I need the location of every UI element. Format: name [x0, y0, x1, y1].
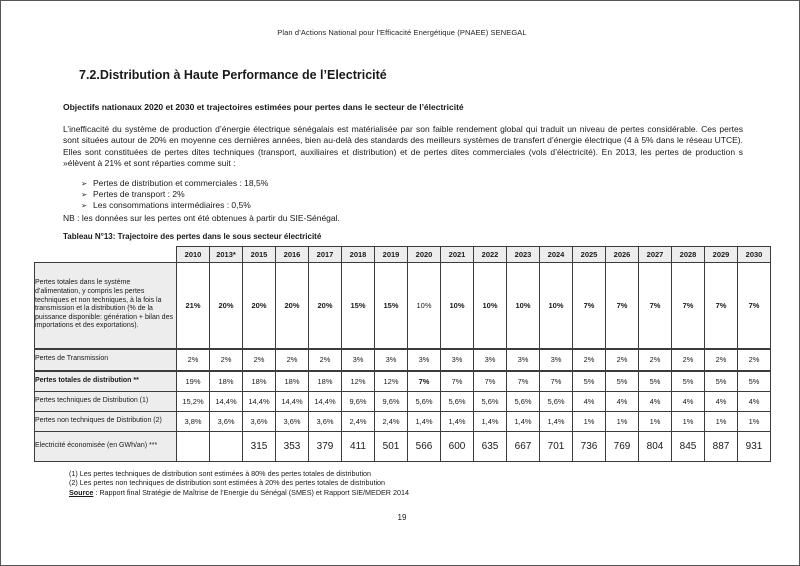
year-header-cell: 2022 [474, 246, 507, 262]
value-cell: 3,6% [210, 411, 243, 431]
value-cell: 14,4% [210, 391, 243, 411]
value-cell: 566 [408, 431, 441, 461]
value-cell: 10% [507, 262, 540, 349]
value-cell: 7% [507, 371, 540, 392]
arrow-bullet-icon: ➢ [81, 200, 88, 210]
table-body [35, 262, 771, 461]
year-header-cell: 2020 [408, 246, 441, 262]
value-cell: 7% [672, 262, 705, 349]
value-cell: 14,4% [243, 391, 276, 411]
year-header-cell: 2028 [672, 246, 705, 262]
value-cell: 5,6% [408, 391, 441, 411]
value-cell: 15% [375, 262, 408, 349]
value-cell: 667 [507, 431, 540, 461]
intro-paragraph: L’inefficacité du système de production d’énergie électrique sénégalais est matérialisée par son faible rendement global qui traduit un niveau de pertes considérable. Ces pertes sont situées autour de 20% en moyenne ces dernières années, bien au-delà des standards des meilleurs systèmes de transfert d’énergie électrique (4 à 5% dans le réseau UTCE). Elles sont constituées de pertes dites techniques (transport, auxiliaires et distribution) et de pertes dites commerciales (vols d’électricité). En 2013, les pertes de production s »élèvent à 21% et sont réparties comme suit : [63, 124, 743, 168]
value-cell: 701 [540, 431, 573, 461]
year-header-cell: 2018 [342, 246, 375, 262]
value-cell: 2% [177, 349, 210, 371]
value-cell: 769 [606, 431, 639, 461]
row-label-cell: Pertes de Transmission [35, 349, 177, 371]
value-cell: 2% [672, 349, 705, 371]
year-header-cell: 2016 [276, 246, 309, 262]
value-cell: 5% [639, 371, 672, 392]
value-cell: 7% [573, 262, 606, 349]
value-cell: 7% [474, 371, 507, 392]
value-cell: 1,4% [474, 411, 507, 431]
footnotes [69, 469, 741, 498]
table-row [35, 411, 771, 431]
value-cell: 10% [540, 262, 573, 349]
table-row [35, 431, 771, 461]
value-cell: 4% [738, 391, 771, 411]
value-cell: 5% [573, 371, 606, 392]
value-cell: 3% [474, 349, 507, 371]
value-cell: 887 [705, 431, 738, 461]
value-cell: 7% [738, 262, 771, 349]
value-cell: 931 [738, 431, 771, 461]
arrow-bullet-icon: ➢ [81, 189, 88, 199]
running-header: Plan d’Actions National pour l’Efficacité Energétique (PNAEE) SENEGAL [277, 28, 527, 37]
value-cell: 2% [210, 349, 243, 371]
value-cell: 5,6% [540, 391, 573, 411]
year-header-cell: 2019 [375, 246, 408, 262]
value-cell: 3,6% [309, 411, 342, 431]
value-cell: 2% [573, 349, 606, 371]
value-cell [177, 431, 210, 461]
value-cell: 2% [276, 349, 309, 371]
value-cell: 1,4% [408, 411, 441, 431]
value-cell: 1% [738, 411, 771, 431]
value-cell: 1,4% [441, 411, 474, 431]
value-cell: 501 [375, 431, 408, 461]
value-cell: 3% [507, 349, 540, 371]
value-cell: 3% [342, 349, 375, 371]
value-cell: 7% [639, 262, 672, 349]
value-cell: 21% [177, 262, 210, 349]
value-cell: 1,4% [507, 411, 540, 431]
value-cell: 845 [672, 431, 705, 461]
bullet-text: Pertes de transport : 2% [93, 188, 185, 199]
value-cell: 2% [738, 349, 771, 371]
value-cell: 14,4% [309, 391, 342, 411]
value-cell: 1,4% [540, 411, 573, 431]
value-cell: 3,8% [177, 411, 210, 431]
arrow-bullet-icon: ➢ [81, 178, 88, 188]
list-item [81, 200, 741, 211]
value-cell: 3% [441, 349, 474, 371]
losses-table [34, 246, 771, 462]
value-cell: 15% [342, 262, 375, 349]
value-cell: 10% [474, 262, 507, 349]
value-cell: 411 [342, 431, 375, 461]
table-row [35, 391, 771, 411]
value-cell: 2% [309, 349, 342, 371]
year-header-cell: 2027 [639, 246, 672, 262]
nb-note: NB : les données sur les pertes ont été obtenues à partir du SIE-Sénégal. [63, 212, 340, 223]
year-header-cell: 2017 [309, 246, 342, 262]
objectives-heading: Objectifs nationaux 2020 et 2030 et trajectoires estimées pour pertes dans le secteur de l’électricité [63, 102, 464, 112]
value-cell: 4% [705, 391, 738, 411]
page-content [1, 28, 799, 522]
value-cell: 5,6% [441, 391, 474, 411]
source-label: Source [69, 487, 94, 497]
list-item [81, 178, 741, 189]
value-cell: 2% [606, 349, 639, 371]
row-label-cell: Pertes totales dans le système d’alimentation, y compris les pertes techniques et non techniques, à la fois la transmission et la distribution (% de la puissance disponible: génération + bilan des importations et des exportations). [35, 262, 177, 349]
value-cell: 1% [672, 411, 705, 431]
row-label-cell: Pertes non techniques de Distribution (2) [35, 411, 177, 431]
value-cell: 7% [441, 371, 474, 392]
row-label-cell: Electricité économisée (en GWh/an) *** [35, 431, 177, 461]
value-cell: 1% [573, 411, 606, 431]
value-cell: 3% [540, 349, 573, 371]
value-cell: 7% [540, 371, 573, 392]
value-cell: 10% [441, 262, 474, 349]
value-cell: 736 [573, 431, 606, 461]
value-cell: 18% [276, 371, 309, 392]
bullet-text: Les consommations intermédiaires : 0,5% [93, 199, 251, 210]
value-cell [210, 431, 243, 461]
year-header-cell: 2025 [573, 246, 606, 262]
value-cell: 3% [408, 349, 441, 371]
year-header-cell: 2030 [738, 246, 771, 262]
year-header-cell: 2013* [210, 246, 243, 262]
year-header-cell: 2010 [177, 246, 210, 262]
value-cell: 2% [243, 349, 276, 371]
value-cell: 12% [375, 371, 408, 392]
row-label-cell: Pertes totales de distribution ** [35, 371, 177, 392]
value-cell: 5% [606, 371, 639, 392]
value-cell: 7% [606, 262, 639, 349]
table-row [35, 349, 771, 371]
value-cell: 5,6% [474, 391, 507, 411]
value-cell: 4% [606, 391, 639, 411]
value-cell: 5% [738, 371, 771, 392]
year-header-cell: 2026 [606, 246, 639, 262]
table-header-row [35, 246, 771, 262]
year-header-cell: 2021 [441, 246, 474, 262]
value-cell: 15,2% [177, 391, 210, 411]
value-cell: 3,6% [276, 411, 309, 431]
corner-cell [35, 246, 177, 262]
value-cell: 2,4% [342, 411, 375, 431]
value-cell: 315 [243, 431, 276, 461]
value-cell: 18% [210, 371, 243, 392]
value-cell: 1% [639, 411, 672, 431]
value-cell: 18% [309, 371, 342, 392]
value-cell: 353 [276, 431, 309, 461]
value-cell: 804 [639, 431, 672, 461]
year-header-cell: 2015 [243, 246, 276, 262]
value-cell: 20% [243, 262, 276, 349]
footnote-1: (1) Les pertes techniques de distribution sont estimées à 80% des pertes totales de distribution [69, 468, 372, 478]
footnote-2: (2) Les pertes non techniques de distribution sont estimées à 20% des pertes totales de distribution [69, 478, 386, 488]
value-cell: 635 [474, 431, 507, 461]
value-cell: 7% [705, 262, 738, 349]
year-header-cell: 2024 [540, 246, 573, 262]
value-cell: 4% [672, 391, 705, 411]
source-text: : Rapport final Stratégie de Maîtrise de l’Energie du Sénégal (SMES) et Rapport SIE/MEDER 2014 [93, 487, 409, 497]
value-cell: 4% [573, 391, 606, 411]
losses-bullet-list [81, 178, 741, 211]
value-cell: 14,4% [276, 391, 309, 411]
table-row [35, 371, 771, 392]
source-line [69, 488, 741, 498]
value-cell: 5% [672, 371, 705, 392]
table-caption: Tableau N°13: Trajectoire des pertes dans le sous secteur électricité [63, 231, 322, 241]
value-cell: 1% [606, 411, 639, 431]
value-cell: 9,6% [375, 391, 408, 411]
value-cell: 12% [342, 371, 375, 392]
year-header-cell: 2029 [705, 246, 738, 262]
value-cell: 19% [177, 371, 210, 392]
list-item [81, 189, 741, 200]
value-cell: 2% [639, 349, 672, 371]
value-cell: 5% [705, 371, 738, 392]
value-cell: 2% [705, 349, 738, 371]
value-cell: 9,6% [342, 391, 375, 411]
value-cell: 600 [441, 431, 474, 461]
value-cell: 5,6% [507, 391, 540, 411]
value-cell: 18% [243, 371, 276, 392]
row-label-cell: Pertes techniques de Distribution (1) [35, 391, 177, 411]
value-cell: 4% [639, 391, 672, 411]
value-cell: 379 [309, 431, 342, 461]
year-header-cell: 2023 [507, 246, 540, 262]
value-cell: 2,4% [375, 411, 408, 431]
value-cell: 1% [705, 411, 738, 431]
value-cell: 20% [309, 262, 342, 349]
section-title: 7.2.Distribution à Haute Performance de l’Electricité [79, 68, 387, 82]
value-cell: 3,6% [243, 411, 276, 431]
table-row [35, 262, 771, 349]
bullet-text: Pertes de distribution et commerciales : 18,5% [93, 177, 269, 188]
value-cell: 7% [408, 371, 441, 392]
value-cell: 3% [375, 349, 408, 371]
page-number: 19 [397, 513, 407, 523]
value-cell: 10% [408, 262, 441, 349]
value-cell: 20% [210, 262, 243, 349]
value-cell: 20% [276, 262, 309, 349]
